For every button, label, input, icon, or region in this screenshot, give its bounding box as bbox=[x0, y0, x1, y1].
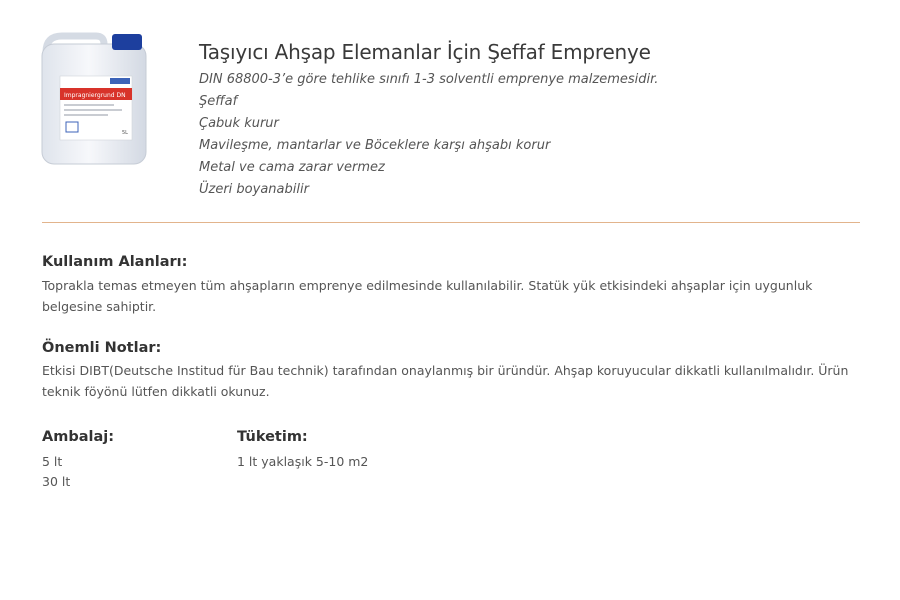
notes-text: Etkisi DIBT(Deutsche Institud für Bau technik) tarafından onaylanmış bir üründür. Ahşap koruyucular dikkatli kullanılmalıdır. Ürün teknik föyönü lütfen dikkatli okunuz. bbox=[42, 363, 849, 399]
packaging-item: 30 lt bbox=[42, 474, 71, 489]
canister-cap bbox=[112, 34, 142, 50]
section-divider bbox=[42, 222, 860, 223]
packaging-heading: Ambalaj: bbox=[42, 429, 115, 445]
feature-item: Metal ve cama zarar vermez bbox=[199, 160, 385, 175]
feature-list bbox=[199, 69, 658, 201]
product-canister-image bbox=[38, 30, 150, 168]
feature-item: Üzeri boyanabilir bbox=[199, 182, 309, 197]
packaging-item: 5 lt bbox=[42, 454, 63, 469]
product-title: Taşıyıcı Ahşap Elemanlar İçin Şeffaf Emprenye bbox=[199, 40, 651, 65]
feature-item: DIN 68800-3’e göre tehlike sınıfı 1-3 solventli emprenye malzemesidir. bbox=[199, 72, 659, 87]
canister-label-text: Impragniergrund DN bbox=[64, 92, 126, 99]
usage-text: Toprakla temas etmeyen tüm ahşapların emprenye edilmesinde kullanılabilir. Statük yük etkisindeki ahşaplar için uygunluk belgesine sahiptir. bbox=[42, 278, 813, 314]
notes-heading: Önemli Notlar: bbox=[42, 340, 162, 356]
feature-item: Çabuk kurur bbox=[199, 116, 279, 131]
consumption-heading: Tüketim: bbox=[237, 429, 308, 445]
consumption-list bbox=[237, 452, 368, 472]
canister-volume-text: 5L bbox=[122, 130, 128, 136]
consumption-item: 1 lt yaklaşık 5-10 m2 bbox=[237, 454, 369, 469]
feature-item: Şeffaf bbox=[199, 94, 238, 109]
packaging-list bbox=[42, 452, 70, 492]
usage-heading: Kullanım Alanları: bbox=[42, 254, 188, 270]
feature-item: Mavileşme, mantarlar ve Böceklere karşı ahşabı korur bbox=[199, 138, 551, 153]
